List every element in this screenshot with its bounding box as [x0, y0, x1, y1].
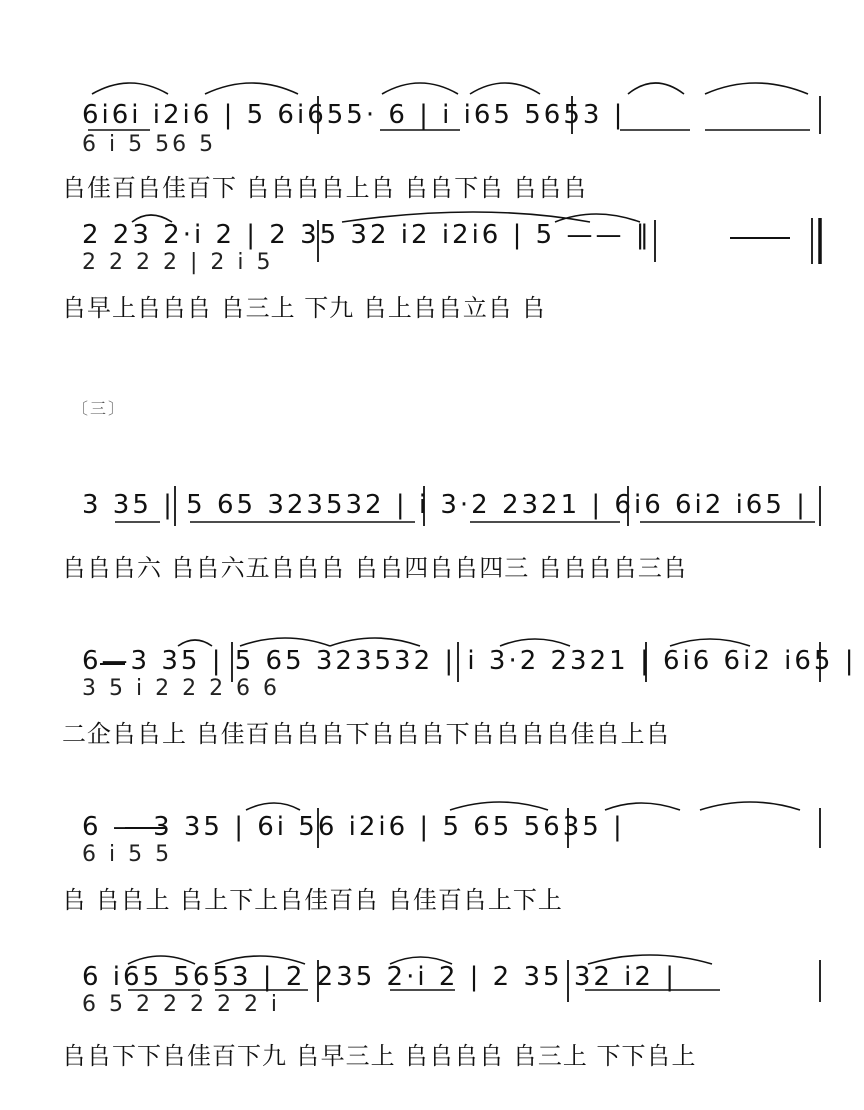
guqin-tablature: 𠂤早上𠂤𠂤𠂤 𠂤三上 下九 𠂤上𠂤𠂤立𠂤 𠂤 — [62, 294, 547, 322]
jianpu-lower-notes: 6 i 5 5 — [82, 842, 173, 867]
jianpu-notes-line: 6 i65 5653 | 2 235 2·i 2 | 2 35 32 i2 | — [82, 962, 677, 992]
guqin-tablature: 𠂤𠂤𠂤六 𠂤𠂤六五𠂤𠂤𠂤 𠂤𠂤四𠂤𠂤四三 𠂤𠂤𠂤𠂤三𠂤 — [62, 554, 688, 582]
score-system-2 — [0, 198, 864, 338]
guqin-tablature: 二企𠂤𠂤上 𠂤佳百𠂤𠂤𠂤下𠂤𠂤𠂤下𠂤𠂤𠂤𠂤佳𠂤上𠂤 — [62, 720, 671, 748]
guqin-tablature: 𠂤佳百𠂤佳百下 𠂤𠂤𠂤𠂤上𠂤 𠂤𠂤下𠂤 𠂤𠂤𠂤 — [62, 174, 588, 202]
score-system-3 — [0, 474, 864, 594]
jianpu-lower-notes: 6 i 5 56 5 — [82, 132, 217, 157]
score-system-4 — [0, 626, 864, 766]
jianpu-notes-line: 2 23 2·i 2 | 2 35 32 i2 i2i6 | 5 —— ‖ — [82, 220, 652, 250]
guqin-tablature: 𠂤 𠂤𠂤上 𠂤上下上𠂤佳百𠂤 𠂤佳百𠂤上下上 — [62, 886, 563, 914]
score-system-6 — [0, 944, 864, 1094]
jianpu-lower-notes: 2 2 2 2 | 2 i 5 — [82, 250, 274, 275]
guqin-tablature: 𠂤𠂤下下𠂤佳百下九 𠂤早三上 𠂤𠂤𠂤𠂤 𠂤三上 下下𠂤上 — [62, 1042, 697, 1070]
jianpu-notes-line: 6i6i i2i6 | 5 6i655· 6 | i i65 5653 | — [82, 100, 626, 130]
score-system-1 — [0, 38, 864, 202]
section-marker: 〔三〕 — [72, 399, 127, 418]
score-system-5 — [0, 790, 864, 930]
jianpu-lower-notes: 3 5 i 2 2 2 6 6 — [82, 676, 281, 701]
jianpu-notes-line: 3 35 | 5 65 323532 | i 3·2 2321 | 6i6 6i2 i65 | — [82, 490, 808, 520]
jianpu-notes-line: 6 — 3 35 | 6i 56 i2i6 | 5 65 5635 | — [82, 812, 625, 842]
jianpu-lower-notes: 6 5 2 2 2 2 2 i — [82, 992, 281, 1017]
jianpu-notes-line: 6—3 35 | 5 65 323532 | i 3·2 2321 | 6i6 6i2 i65 | — [82, 646, 857, 676]
